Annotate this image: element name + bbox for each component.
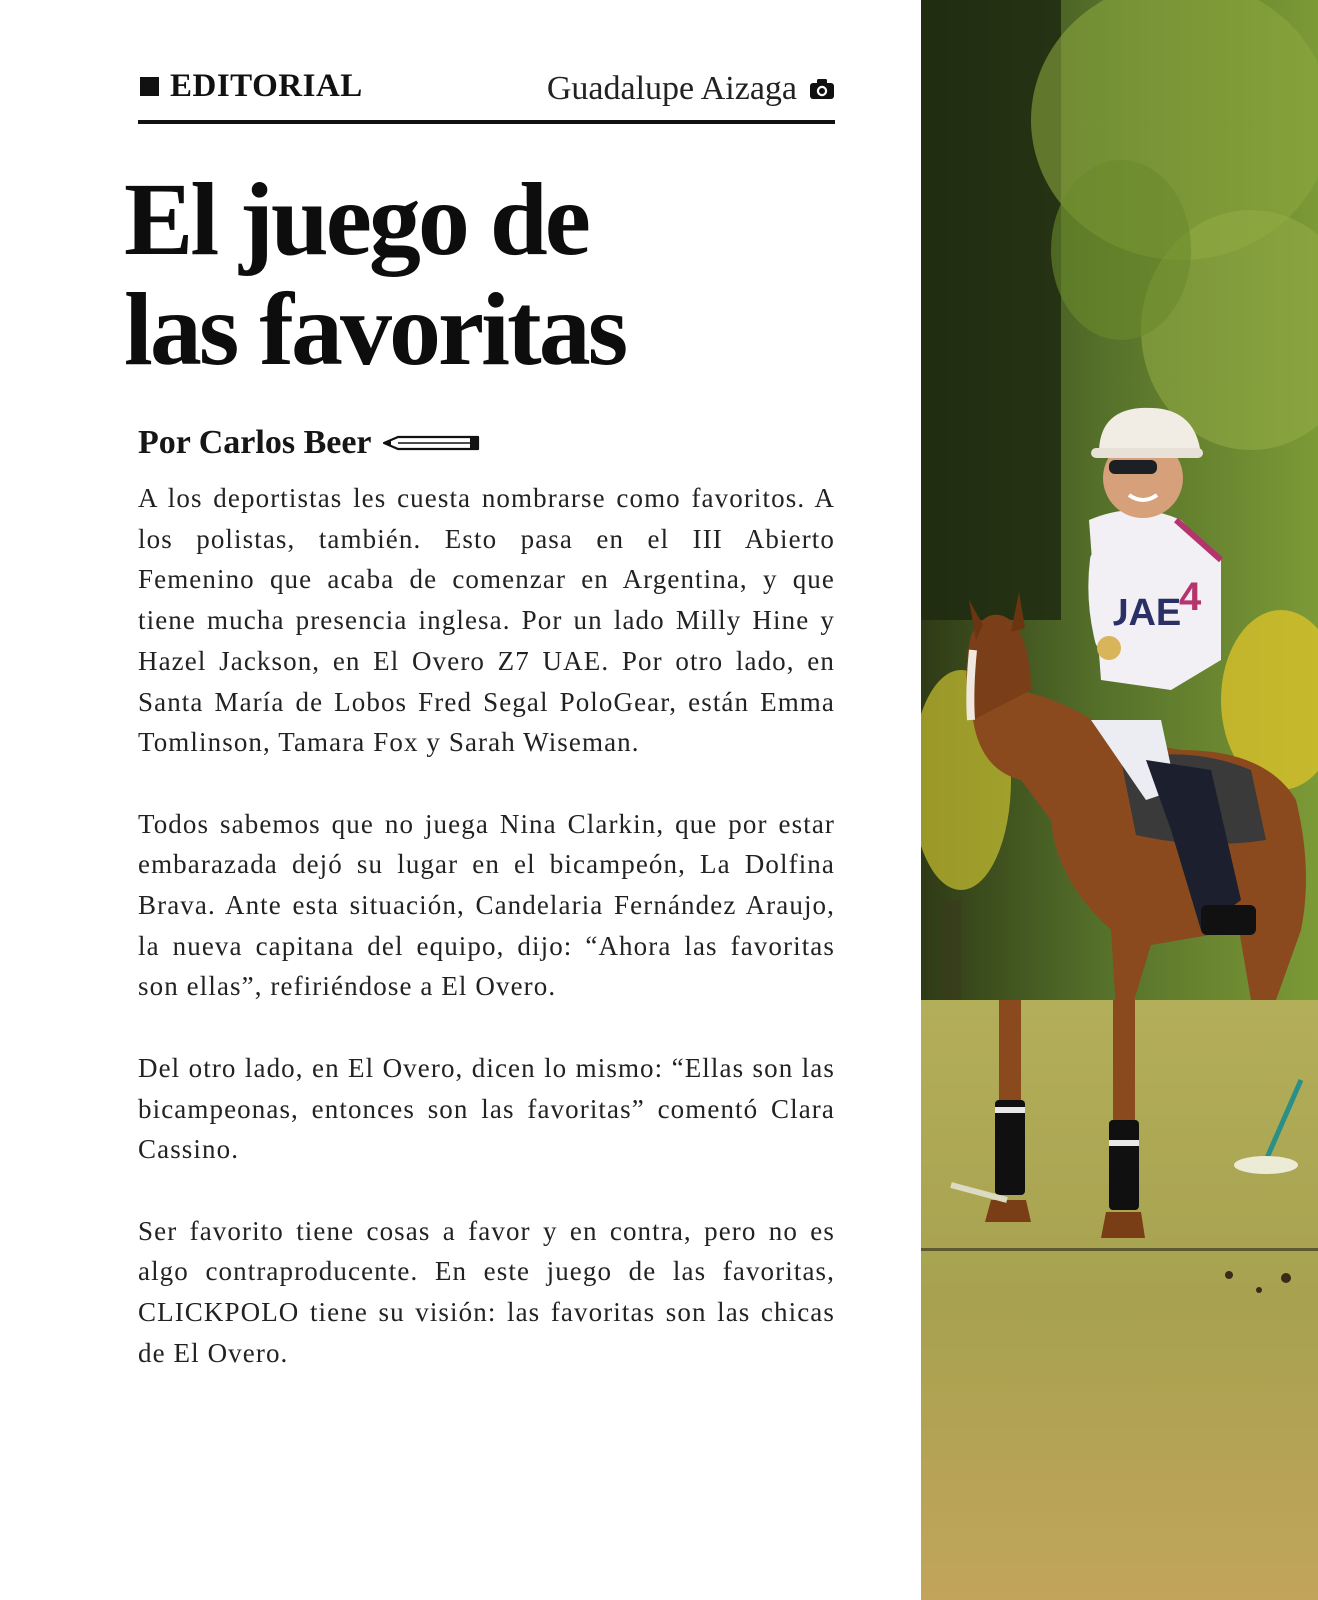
section-label: EDITORIAL bbox=[170, 68, 363, 104]
headline-line-1: El juego de bbox=[124, 162, 588, 277]
photo-illustration bbox=[921, 0, 1318, 1600]
jersey-text: UAE bbox=[1101, 592, 1182, 634]
jersey-number: 4 bbox=[1179, 575, 1202, 619]
polo-player-photo bbox=[921, 0, 1318, 1600]
body-paragraph-3: Del otro lado, en El Overo, dicen lo mismo: “Ellas son las bicampeonas, entonces son las favoritas” comentó Clara Cassino. bbox=[138, 1052, 835, 1165]
body-paragraph-2: Todos sabemos que no juega Nina Clarkin, que por estar embarazada dejó su lugar en el bicampeón, La Dolfina Brava. Ante esta situación, Candelaria Fernández Araujo, la nueva capitana del equipo, dijo: “Ahora las favoritas son ellas”, refiriéndose a El Overo. bbox=[138, 808, 835, 1002]
square-bullet-icon bbox=[140, 77, 159, 96]
photo-credit bbox=[547, 70, 835, 108]
byline-author: Por Carlos Beer bbox=[138, 424, 372, 461]
byline bbox=[138, 424, 482, 462]
photographer-name: Guadalupe Aizaga bbox=[546, 70, 797, 107]
body-paragraph-1: A los deportistas les cuesta nombrarse como favoritos. A los polistas, también. Esto pasa en el III Abierto Femenino que acaba de comenzar en Argentina, y que tiene mucha presencia inglesa. Por un lado Milly Hine y Hazel Jackson, en El Overo Z7 UAE. Por otro lado, en Santa María de Lobos Fred Segal PoloGear, están Emma Tomlinson, Tamara Fox y Sarah Wiseman. bbox=[138, 483, 835, 758]
section-tag bbox=[140, 68, 363, 105]
pencil-icon bbox=[382, 434, 482, 452]
section-header bbox=[138, 68, 835, 124]
body-paragraph-4: Ser favorito tiene cosas a favor y en contra, pero no es algo contraproducente. En este juego de las favoritas, CLICKPOLO tiene su visión: las favoritas son las chicas de El Overo. bbox=[138, 1215, 835, 1368]
camera-icon bbox=[809, 78, 835, 100]
article-body bbox=[138, 478, 835, 1414]
article-headline bbox=[124, 162, 844, 387]
headline-line-2: las favoritas bbox=[124, 272, 626, 387]
